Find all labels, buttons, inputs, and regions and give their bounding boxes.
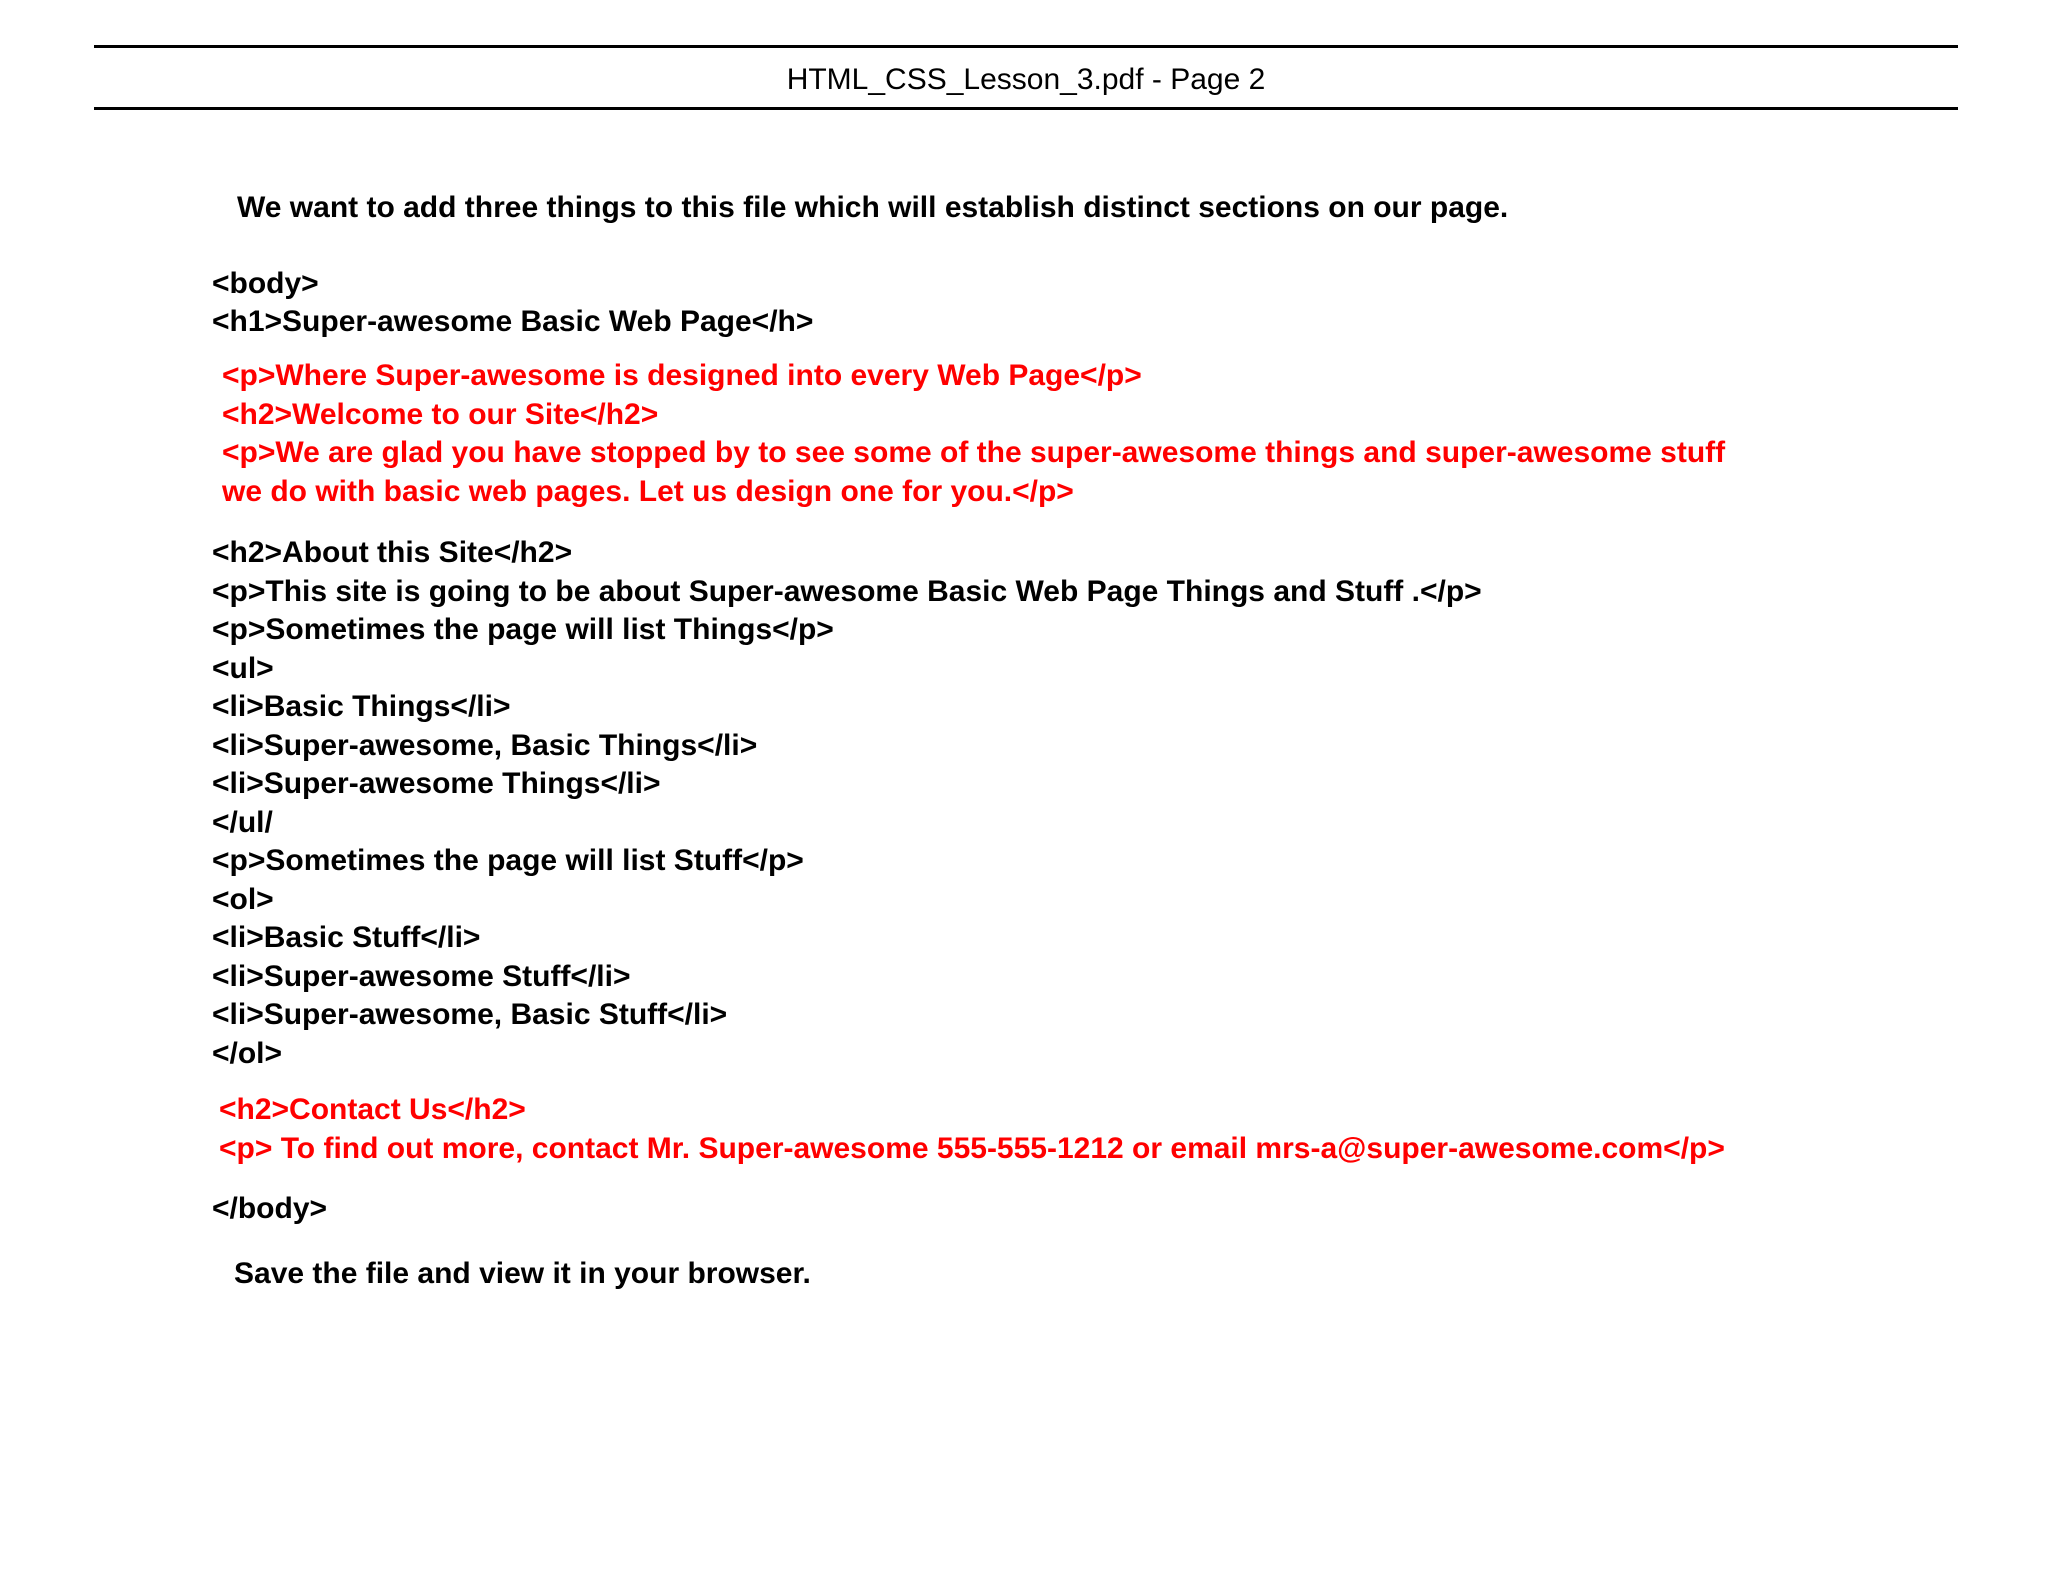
code-added-welcome-heading: <h2>Welcome to our Site</h2>: [222, 398, 659, 431]
code-body-close: </body>: [212, 1192, 328, 1225]
code-added-glad-paragraph-line2: we do with basic web pages. Let us design one for you.</p>: [222, 475, 1074, 508]
header-top-rule: [94, 45, 1958, 48]
code-things-paragraph: <p>Sometimes the page will list Things</p>: [212, 613, 834, 646]
code-stuff-paragraph: <p>Sometimes the page will list Stuff</p>: [212, 844, 804, 877]
code-ul-close: </ul/: [212, 806, 273, 839]
code-li-super-stuff: <li>Super-awesome Stuff</li>: [212, 960, 631, 993]
code-ul-open: <ul>: [212, 652, 274, 685]
code-added-contact-paragraph: <p> To find out more, contact Mr. Super-awesome 555-555-1212 or email mrs-a@super-awesome.com</p>: [219, 1132, 1725, 1165]
code-li-basic-stuff: <li>Basic Stuff</li>: [212, 921, 481, 954]
code-added-glad-paragraph-line1: <p>We are glad you have stopped by to see some of the super-awesome things and super-awesome stuff: [222, 436, 1726, 469]
page-header-title: HTML_CSS_Lesson_3.pdf - Page 2: [786, 63, 1266, 96]
code-about-paragraph: <p>This site is going to be about Super-awesome Basic Web Page Things and Stuff .</p>: [212, 575, 1482, 608]
outro-text: Save the file and view it in your browser.: [234, 1257, 811, 1290]
code-added-contact-heading: <h2>Contact Us</h2>: [219, 1093, 526, 1126]
code-body-open: <body>: [212, 267, 319, 300]
header-bottom-rule: [94, 107, 1958, 110]
code-li-super-basic-things: <li>Super-awesome, Basic Things</li>: [212, 729, 758, 762]
code-li-super-basic-stuff: <li>Super-awesome, Basic Stuff</li>: [212, 998, 728, 1031]
code-about-heading: <h2>About this Site</h2>: [212, 536, 573, 569]
code-h1: <h1>Super-awesome Basic Web Page</h>: [212, 305, 814, 338]
code-ol-open: <ol>: [212, 883, 274, 916]
code-added-paragraph: <p>Where Super-awesome is designed into every Web Page</p>: [222, 359, 1142, 392]
intro-text: We want to add three things to this file which will establish distinct sections on our page.: [237, 191, 1509, 224]
code-li-super-things: <li>Super-awesome Things</li>: [212, 767, 661, 800]
code-ol-close: </ol>: [212, 1037, 283, 1070]
code-li-basic-things: <li>Basic Things</li>: [212, 690, 511, 723]
